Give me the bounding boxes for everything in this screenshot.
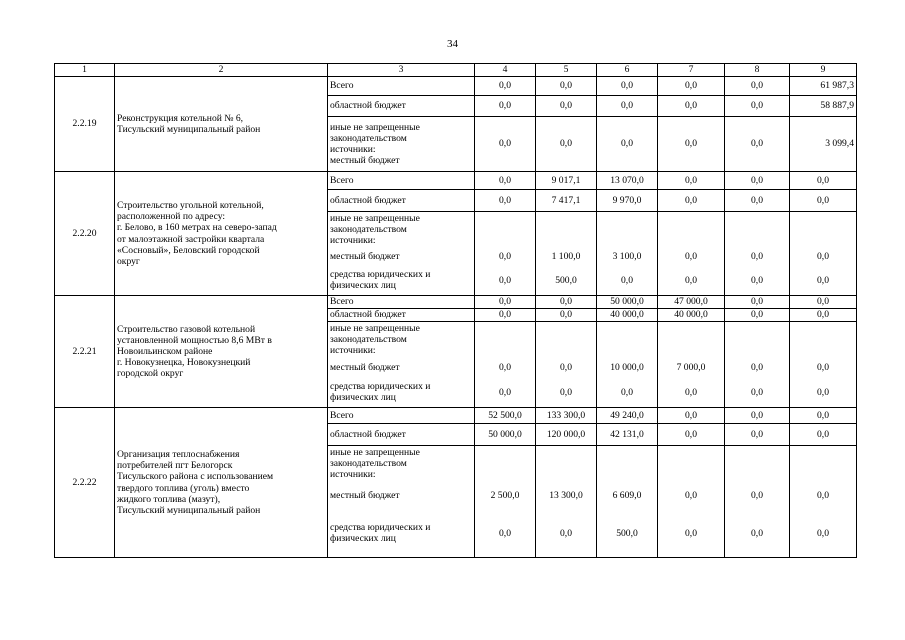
project-name: Строительство газовой котельной установленной мощностью 8,6 МВт в Новоильинском районе г. Новокузнецка, Новокузнецкий городской округ	[115, 296, 328, 408]
value-cell	[536, 446, 597, 482]
value-cell: 0,0	[790, 248, 857, 266]
value-cell: 49 240,0	[597, 408, 658, 424]
value-cell	[790, 446, 857, 482]
value-cell: 0,0	[536, 378, 597, 408]
value-cell: 7 000,0	[658, 358, 725, 378]
value-cell: 0,0	[725, 309, 790, 322]
value-cell	[597, 446, 658, 482]
value-cell: 0,0	[725, 190, 790, 212]
project-name: Организация теплоснабжения потребителей пгт Белогорск Тисульского района с использованием твердого топлива (уголь) вместо жидкого топлива (мазут), Тисульский муниципальный район	[115, 408, 328, 558]
value-cell: 52 500,0	[475, 408, 536, 424]
value-cell: 0,0	[725, 248, 790, 266]
header-cell: 9	[790, 64, 857, 77]
funding-source: областной бюджет	[328, 96, 475, 117]
value-cell: 6 609,0	[597, 482, 658, 510]
funding-source: иные не запрещенные законодательством источники:	[328, 322, 475, 358]
table-header	[55, 64, 857, 77]
funding-source: средства юридических и физических лиц	[328, 266, 475, 296]
value-cell	[475, 446, 536, 482]
value-cell: 0,0	[597, 378, 658, 408]
project-code: 2.2.21	[55, 296, 115, 408]
value-cell: 0,0	[790, 296, 857, 309]
funding-source: Всего	[328, 77, 475, 96]
value-cell: 120 000,0	[536, 424, 597, 446]
value-cell	[597, 322, 658, 358]
value-cell: 40 000,0	[597, 309, 658, 322]
value-cell: 0,0	[725, 172, 790, 190]
value-cell: 0,0	[536, 117, 597, 172]
value-cell	[536, 212, 597, 248]
value-cell: 0,0	[658, 408, 725, 424]
value-cell: 3 100,0	[597, 248, 658, 266]
value-cell: 0,0	[536, 96, 597, 117]
value-cell: 0,0	[725, 482, 790, 510]
header-row	[55, 64, 857, 77]
value-cell: 0,0	[725, 296, 790, 309]
value-cell: 0,0	[790, 358, 857, 378]
funding-source: местный бюджет	[328, 358, 475, 378]
value-cell	[658, 446, 725, 482]
value-cell: 0,0	[475, 96, 536, 117]
table-row	[55, 77, 857, 96]
value-cell: 0,0	[597, 96, 658, 117]
value-cell: 47 000,0	[658, 296, 725, 309]
value-cell	[790, 322, 857, 358]
funding-source: Всего	[328, 408, 475, 424]
value-cell: 0,0	[475, 296, 536, 309]
value-cell: 0,0	[475, 117, 536, 172]
budget-table	[54, 63, 857, 558]
value-cell: 0,0	[658, 172, 725, 190]
value-cell	[725, 446, 790, 482]
value-cell: 0,0	[658, 424, 725, 446]
value-cell: 13 300,0	[536, 482, 597, 510]
value-cell: 9 017,1	[536, 172, 597, 190]
header-cell: 1	[55, 64, 115, 77]
funding-source: местный бюджет	[328, 482, 475, 510]
funding-source: иные не запрещенные законодательством источники:	[328, 446, 475, 482]
value-cell: 10 000,0	[597, 358, 658, 378]
funding-source: Всего	[328, 172, 475, 190]
value-cell: 9 970,0	[597, 190, 658, 212]
value-cell: 133 300,0	[536, 408, 597, 424]
value-cell: 0,0	[597, 117, 658, 172]
value-cell: 500,0	[536, 266, 597, 296]
value-cell: 42 131,0	[597, 424, 658, 446]
value-cell: 58 887,9	[790, 96, 857, 117]
value-cell: 0,0	[658, 117, 725, 172]
table-row	[55, 408, 857, 424]
value-cell: 0,0	[790, 190, 857, 212]
value-cell: 0,0	[475, 190, 536, 212]
header-cell: 7	[658, 64, 725, 77]
project-code: 2.2.19	[55, 77, 115, 172]
value-cell: 0,0	[790, 172, 857, 190]
value-cell	[475, 212, 536, 248]
header-cell: 6	[597, 64, 658, 77]
value-cell: 0,0	[475, 358, 536, 378]
project-2-2-20	[55, 172, 857, 296]
value-cell: 0,0	[475, 77, 536, 96]
value-cell: 500,0	[597, 510, 658, 558]
value-cell: 0,0	[790, 482, 857, 510]
value-cell: 1 100,0	[536, 248, 597, 266]
value-cell	[658, 322, 725, 358]
value-cell: 0,0	[536, 77, 597, 96]
value-cell: 0,0	[536, 510, 597, 558]
value-cell: 0,0	[475, 248, 536, 266]
project-2-2-19	[55, 77, 857, 172]
value-cell: 0,0	[725, 77, 790, 96]
value-cell: 0,0	[536, 309, 597, 322]
value-cell: 0,0	[725, 117, 790, 172]
page-number: 34	[447, 38, 458, 50]
value-cell: 0,0	[790, 309, 857, 322]
value-cell: 0,0	[790, 408, 857, 424]
header-cell: 4	[475, 64, 536, 77]
value-cell: 0,0	[658, 482, 725, 510]
value-cell: 0,0	[790, 510, 857, 558]
value-cell: 61 987,3	[790, 77, 857, 96]
value-cell: 0,0	[597, 77, 658, 96]
value-cell: 0,0	[790, 378, 857, 408]
value-cell	[475, 322, 536, 358]
value-cell	[597, 212, 658, 248]
value-cell: 0,0	[725, 424, 790, 446]
value-cell: 50 000,0	[597, 296, 658, 309]
value-cell: 0,0	[475, 378, 536, 408]
value-cell: 0,0	[475, 266, 536, 296]
funding-source: областной бюджет	[328, 424, 475, 446]
funding-source: областной бюджет	[328, 309, 475, 322]
value-cell: 0,0	[725, 96, 790, 117]
project-name: Строительство угольной котельной, расположенной по адресу: г. Белово, в 160 метрах на северо-запад от малоэтажной застройки квартала «Сосновый», Беловский городской округ	[115, 172, 328, 296]
table-row	[55, 172, 857, 190]
funding-source: Всего	[328, 296, 475, 309]
value-cell	[725, 322, 790, 358]
project-code: 2.2.22	[55, 408, 115, 558]
value-cell: 13 070,0	[597, 172, 658, 190]
funding-source: местный бюджет	[328, 248, 475, 266]
funding-source: средства юридических и физических лиц	[328, 510, 475, 558]
value-cell: 0,0	[725, 266, 790, 296]
value-cell: 0,0	[536, 358, 597, 378]
value-cell: 40 000,0	[658, 309, 725, 322]
value-cell: 0,0	[725, 510, 790, 558]
value-cell: 0,0	[658, 378, 725, 408]
table-row	[55, 296, 857, 309]
header-cell: 2	[115, 64, 328, 77]
funding-source: средства юридических и физических лиц	[328, 378, 475, 408]
value-cell: 0,0	[658, 190, 725, 212]
value-cell: 0,0	[536, 296, 597, 309]
value-cell: 0,0	[790, 266, 857, 296]
value-cell	[725, 212, 790, 248]
project-code: 2.2.20	[55, 172, 115, 296]
value-cell: 0,0	[658, 510, 725, 558]
value-cell: 7 417,1	[536, 190, 597, 212]
value-cell	[658, 212, 725, 248]
value-cell: 0,0	[790, 424, 857, 446]
project-name: Реконструкция котельной № 6, Тисульский муниципальный район	[115, 77, 328, 172]
project-2-2-21	[55, 296, 857, 408]
value-cell: 0,0	[475, 510, 536, 558]
header-cell: 5	[536, 64, 597, 77]
value-cell: 0,0	[597, 266, 658, 296]
value-cell: 0,0	[475, 309, 536, 322]
value-cell: 0,0	[658, 77, 725, 96]
value-cell: 0,0	[725, 378, 790, 408]
value-cell: 0,0	[725, 408, 790, 424]
header-cell: 8	[725, 64, 790, 77]
funding-source: областной бюджет	[328, 190, 475, 212]
value-cell	[790, 212, 857, 248]
value-cell: 0,0	[658, 96, 725, 117]
value-cell: 2 500,0	[475, 482, 536, 510]
value-cell: 3 099,4	[790, 117, 857, 172]
funding-source: иные не запрещенные законодательством источники:	[328, 212, 475, 248]
funding-source: иные не запрещенные законодательством источники: местный бюджет	[328, 117, 475, 172]
header-cell: 3	[328, 64, 475, 77]
value-cell: 50 000,0	[475, 424, 536, 446]
value-cell	[536, 322, 597, 358]
value-cell: 0,0	[475, 172, 536, 190]
value-cell: 0,0	[658, 266, 725, 296]
value-cell: 0,0	[725, 358, 790, 378]
project-2-2-22	[55, 408, 857, 558]
value-cell: 0,0	[658, 248, 725, 266]
